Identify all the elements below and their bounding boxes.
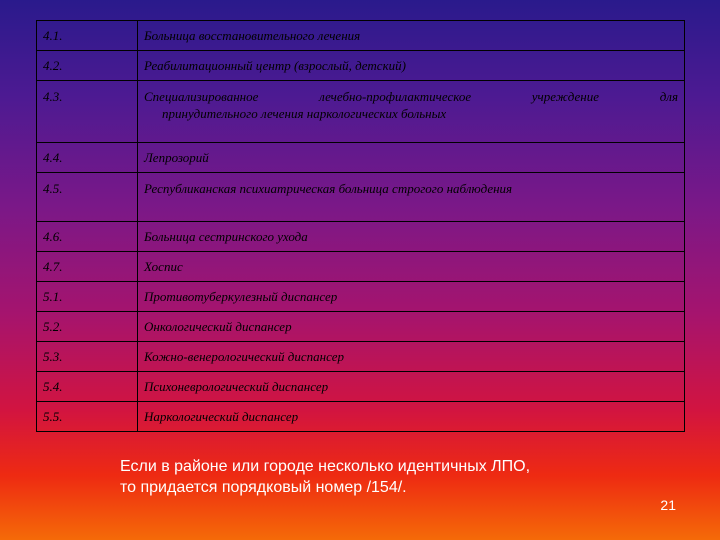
row-number: 4.4. — [37, 143, 138, 173]
table-row — [37, 372, 685, 402]
facility-name: Хоспис — [138, 252, 685, 282]
table-row — [37, 81, 685, 143]
table-row — [37, 252, 685, 282]
facility-name: Онкологический диспансер — [138, 312, 685, 342]
row-number: 5.4. — [37, 372, 138, 402]
table-row — [37, 143, 685, 173]
table-row — [37, 312, 685, 342]
table-row — [37, 21, 685, 51]
facility-name: Лепрозорий — [138, 143, 685, 173]
facility-name: Противотуберкулезный диспансер — [138, 282, 685, 312]
row-number: 4.2. — [37, 51, 138, 81]
facility-name-line-2: принудительного лечения наркологических больных — [162, 106, 447, 121]
row-number: 4.1. — [37, 21, 138, 51]
facility-name: Республиканская психиатрическая больница строгого наблюдения — [138, 173, 685, 222]
footnote-line-1: Если в районе или городе несколько идентичных ЛПО, — [120, 458, 531, 475]
facility-table — [36, 20, 685, 432]
facility-name-line-1: Специализированное лечебно-профилактическое учреждение для — [144, 89, 678, 104]
table-row — [37, 342, 685, 372]
table-row — [37, 173, 685, 222]
facility-name — [138, 81, 685, 143]
table-row — [37, 51, 685, 81]
row-number: 5.1. — [37, 282, 138, 312]
facility-name: Больница сестринского ухода — [138, 222, 685, 252]
page-number: 21 — [660, 497, 676, 513]
table-row — [37, 282, 685, 312]
footnote — [120, 456, 640, 498]
facility-name: Больница восстановительного лечения — [138, 21, 685, 51]
table-row — [37, 402, 685, 432]
facility-name: Психоневрологический диспансер — [138, 372, 685, 402]
row-number: 5.5. — [37, 402, 138, 432]
row-number: 5.2. — [37, 312, 138, 342]
row-number: 5.3. — [37, 342, 138, 372]
facility-name: Наркологический диспансер — [138, 402, 685, 432]
row-number: 4.5. — [37, 173, 138, 222]
row-number: 4.6. — [37, 222, 138, 252]
facility-name: Кожно-венерологический диспансер — [138, 342, 685, 372]
row-number: 4.7. — [37, 252, 138, 282]
row-number: 4.3. — [37, 81, 138, 143]
table-row — [37, 222, 685, 252]
facility-name: Реабилитационный центр (взрослый, детский) — [138, 51, 685, 81]
footnote-line-2: то придается порядковый номер /154/. — [120, 479, 407, 496]
